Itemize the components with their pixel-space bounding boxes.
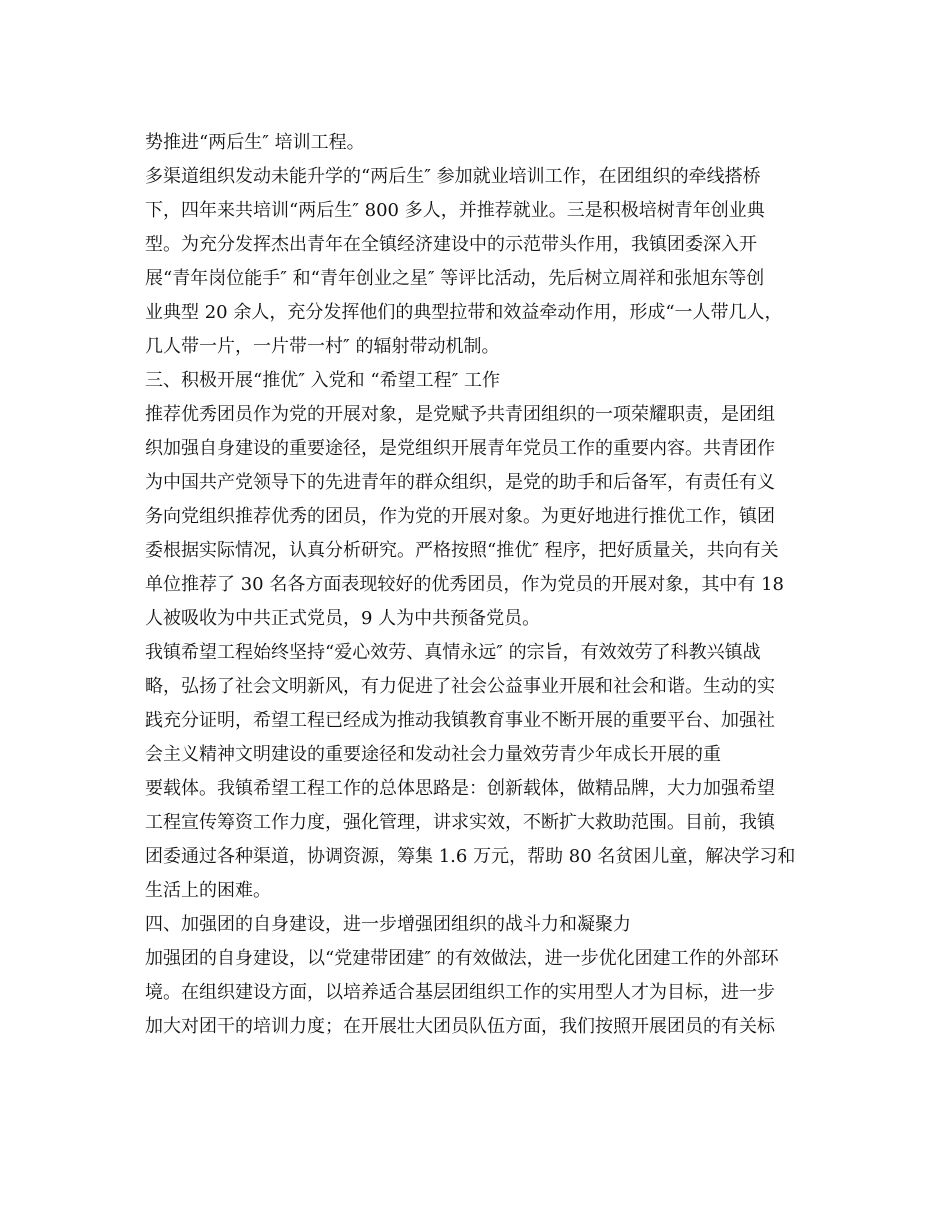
text-line: 单位推荐了 30 名各方面表现较好的优秀团员，作为党员的开展对象，其中有 18 [145,574,784,595]
text-line: 势推进“两后生″ 培训工程。 [145,132,365,153]
paragraph-start-line: 推荐优秀团员作为党的开展对象，是党赋予共青团组织的一项荣耀职责，是团组 [145,404,775,425]
text-line: 会主义精神文明建设的重要途径和发动社会力量效劳青少年成长开展的重 [145,744,721,765]
text-line: 加大对团干的培训力度；在开展壮大团员队伍方面，我们按照开展团员的有关标 [145,1016,775,1037]
paragraph-start-line: 多渠道组织发动未能升学的“两后生″ 参加就业培训工作，在团组织的牵线搭桥 [145,166,761,187]
text-line: 要载体。我镇希望工程工作的总体思路是：创新载体，做精品牌，大力加强希望 [145,778,775,799]
body-text [145,126,815,1044]
paragraph-start-line: 加强团的自身建设，以“党建带团建″ 的有效做法，进一步优化团建工作的外部环 [145,948,779,969]
text-line: 工程宣传筹资工作力度，强化管理，讲求实效，不断扩大救助范围。目前，我镇 [145,812,775,833]
paragraph-start-line: 我镇希望工程始终坚持“爱心效劳、真情永远″ 的宗旨，有效效劳了科教兴镇战 [145,642,761,663]
text-line: 团委通过各种渠道，协调资源，筹集 1.6 万元，帮助 80 名贫困儿童，解决学习和 [145,846,796,867]
text-line: 下，四年来共培训“两后生″ 800 多人，并推荐就业。三是积极培树青年创业典 [145,200,765,221]
section-heading-4: 四、加强团的自身建设，进一步增强团组织的战斗力和凝聚力 [145,914,631,935]
section-heading-3: 三、积极开展“推优″ 入党和 “希望工程″ 工作 [145,370,501,391]
text-line: 几人带一片，一片带一村″ 的辐射带动机制。 [145,336,500,357]
text-line: 人被吸收为中共正式党员，9 人为中共预备党员。 [145,608,541,629]
text-line: 业典型 20 余人，充分发挥他们的典型拉带和效益牵动作用，形成“一人带几人， [145,302,783,323]
text-line: 践充分证明，希望工程已经成为推动我镇教育事业不断开展的重要平台、加强社 [145,710,775,731]
text-line: 织加强自身建设的重要途径，是党组织开展青年党员工作的重要内容。共青团作 [145,438,775,459]
text-line: 为中国共产党领导下的先进青年的群众组织，是党的助手和后备军，有责任有义 [145,472,775,493]
text-line: 务向党组织推荐优秀的团员，作为党的开展对象。为更好地进行推优工作，镇团 [145,506,775,527]
text-line: 略，弘扬了社会文明新风，有力促进了社会公益事业开展和社会和谐。生动的实 [145,676,775,697]
text-line: 型。为充分发挥杰出青年在全镇经济建设中的示范带头作用，我镇团委深入开 [145,234,757,255]
text-line: 境。在组织建设方面，以培养适合基层团组织工作的实用型人才为目标，进一步 [145,982,775,1003]
text-line: 展“青年岗位能手″ 和“青年创业之星″ 等评比活动，先后树立周祥和张旭东等创 [145,268,765,289]
text-line: 生活上的困难。 [145,880,271,901]
text-line: 委根据实际情况，认真分析研究。严格按照“推优″ 程序，把好质量关，共向有关 [145,540,779,561]
